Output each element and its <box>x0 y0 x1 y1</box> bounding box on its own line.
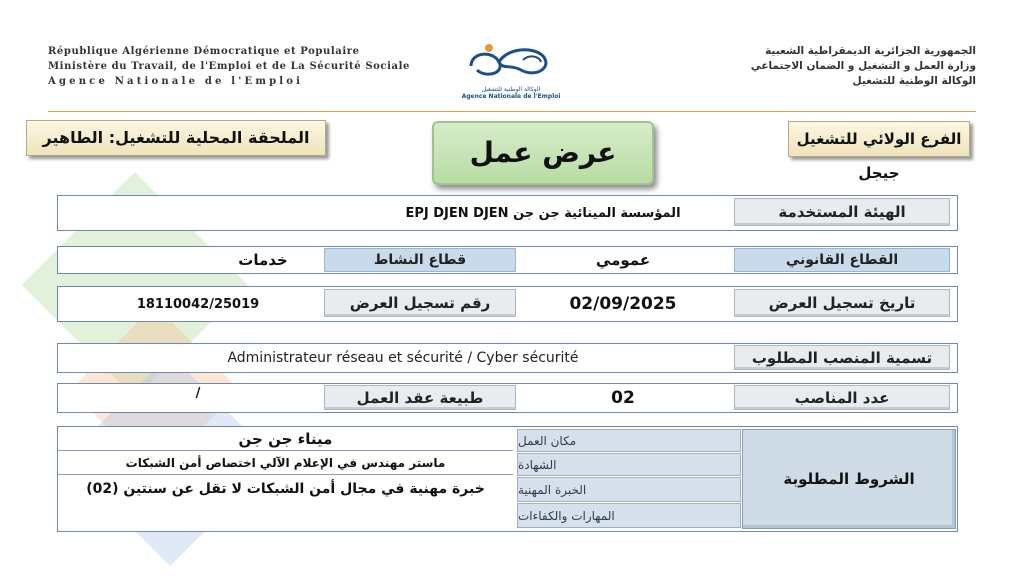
activity-sector-value: خدمات <box>238 251 288 269</box>
position-label: تسمية المنصب المطلوب <box>734 345 950 370</box>
header-fr-ministry: Ministère du Travail, de l'Emploi et de La Sécurité Sociale <box>48 61 410 72</box>
degree-label: الشهادة <box>517 453 741 476</box>
page-title: عرض عمل <box>432 121 654 185</box>
contract-type-value: / <box>195 386 201 401</box>
registration-date-value: 02/09/2025 <box>569 294 677 314</box>
header-fr-agency: Agence Nationale de l'Emploi <box>48 76 304 87</box>
registration-number-value: 18110042/25019 <box>136 296 260 312</box>
header-ar-republic: الجمهورية الجزائرية الديمقراطية الشعبية <box>765 45 976 57</box>
anem-logo <box>446 40 576 108</box>
skills-value <box>58 503 513 527</box>
registration-row <box>57 286 958 322</box>
legal-sector-value: عمومي <box>595 251 651 269</box>
logo-french-text: Agence Nationale de l'Emploi <box>461 93 561 100</box>
employer-label: الهيئة المستخدمة <box>734 198 950 226</box>
conditions-table <box>57 426 958 532</box>
header-fr-republic: République Algérienne Démocratique et Populaire <box>48 46 360 57</box>
header-ar-agency: الوكالة الوطنية للتشغيل <box>852 75 976 87</box>
position-value: Administrateur réseau et sécurité / Cyber sécurité <box>227 350 579 366</box>
employer-value: المؤسسة المينائية جن جن EPJ DJEN DJEN <box>405 205 681 221</box>
header-ar-ministry: وزارة العمل و التشغيل و الضمان الاجتماعي <box>750 60 976 72</box>
contract-type-label: طبيعة عقد العمل <box>324 385 516 410</box>
experience-value: خبرة مهنية في مجال أمن الشبكات لا تقل عن سنتين (02) <box>86 481 485 497</box>
position-row <box>57 343 958 373</box>
legal-sector-label: القطاع القانوني <box>734 248 950 272</box>
legal-sector-row <box>57 246 958 274</box>
positions-count-label: عدد المناصب <box>734 385 950 410</box>
employer-row <box>57 195 958 231</box>
positions-count-row <box>57 383 958 413</box>
wilaya-branch-label: الفرع الولائي للتشغيل جيجل <box>788 121 970 157</box>
positions-count-value: 02 <box>611 388 635 408</box>
conditions-title: الشروط المطلوبة <box>742 429 956 529</box>
registration-date-label: تاريخ تسجيل العرض <box>734 289 950 317</box>
header-french <box>48 44 410 89</box>
experience-label: الخبرة المهنية <box>517 477 741 502</box>
anem-logo-icon <box>463 40 559 82</box>
registration-number-label: رقم تسجيل العرض <box>324 289 516 317</box>
skills-label: المهارات والكفاءات <box>517 503 741 528</box>
local-annex-label: الملحقة المحلية للتشغيل: الطاهير <box>26 120 326 156</box>
workplace-label: مكان العمل <box>517 429 741 452</box>
header-divider <box>48 111 976 112</box>
degree-value: ماستر مهندس في الإعلام الآلي اختصاص أمن الشبكات <box>58 451 513 475</box>
activity-sector-label: قطاع النشاط <box>324 248 516 272</box>
logo-arabic-text: الوكالة الوطنية للتشغيل <box>481 86 541 93</box>
header-arabic <box>751 44 976 89</box>
workplace-value: ميناء جن جن <box>58 428 513 451</box>
